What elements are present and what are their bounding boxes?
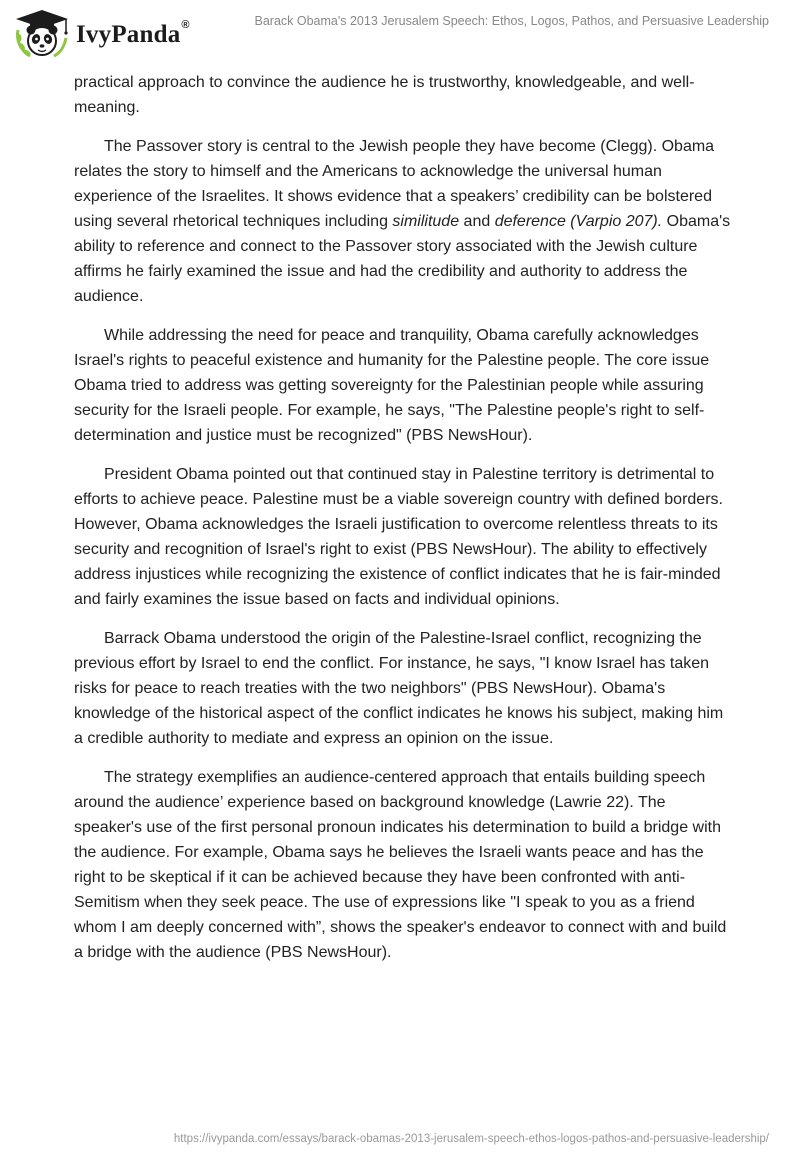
paragraph-passover: The Passover story is central to the Jewish people they have become (Clegg). Obama relates the story to himself and the Americans to acknowledge the universal human experience of the Israelites. It shows evidence that a speakers’ credibility can be bolstered using several rhetorical techniques including similitude and deference (Varpio 207). Obama's ability to reference and connect to the Passover story associated with the Jewish culture affirms he fairly examined the issue and had the credibility and authority to address the audience.: [74, 138, 731, 305]
paragraph-palestine-territory: President Obama pointed out that continued stay in Palestine territory is detrimental to efforts to achieve peace. Palestine must be a viable sovereign country with defined borders. However, Obama acknowledges the Israeli justification to overcome relentless threats to its security and recognition of Israel's right to exist (PBS NewsHour). The ability to effectively address injustices while recognizing the existence of conflict indicates that he is fair-minded and fairly examines the issue based on facts and individual opinions.: [74, 466, 723, 608]
emphasis-similitude: similitude: [392, 213, 460, 230]
paragraph-conflict-origin: Barrack Obama understood the origin of the Palestine-Israel conflict, recognizing the previous effort by Israel to end the conflict. For instance, he says, "I know Israel has taken risks for peace to reach treaties with the two neighbors" (PBS NewsHour). Obama's knowledge of the historical aspect of the conflict indicates he knows his subject, making him a credible authority to mediate and express an opinion on the issue.: [74, 630, 724, 747]
source-url-link[interactable]: https://ivypanda.com/essays/barack-obamas-2013-jerusalem-speech-ethos-logos-pathos-and-persuasive-leadership/: [173, 1133, 769, 1145]
registered-mark: ®: [181, 19, 190, 31]
paragraph-continuation: practical approach to convince the audience he is trustworthy, knowledgeable, and well-meaning.: [74, 74, 695, 116]
paragraph-audience-centered: The strategy exemplifies an audience-centered approach that entails building speech around the audience’ experience based on background knowledge (Lawrie 22). The speaker's use of the first personal pronoun indicates his determination to build a bridge with the audience. For example, Obama says he believes the Israeli wants peace and has the right to be skeptical if it can be achieved because they have been confronted with anti-Semitism when they seek peace. The use of expressions like "I speak to you as a friend whom I am deeply concerned with”, shows the speaker's endeavor to connect with and build a bridge with the audience (PBS NewsHour).: [74, 769, 727, 961]
ivypanda-logo[interactable]: [14, 8, 190, 60]
graduation-cap-panda-icon: [14, 8, 70, 60]
paragraph-peace: While addressing the need for peace and tranquility, Obama carefully acknowledges Israel's rights to peaceful existence and humanity for the Palestine people. The core issue Obama tried to address was getting sovereignty for the Palestinian people while assuring security for the Israeli people. For example, he says, "The Palestine people's right to self-determination and justice must be recognized" (PBS NewsHour).: [74, 327, 710, 444]
emphasis-deference: deference (Varpio 207).: [494, 213, 663, 230]
brand-name: IvyPanda®: [76, 19, 190, 48]
document-title: Barack Obama's 2013 Jerusalem Speech: Ethos, Logos, Pathos, and Persuasive Leadership: [254, 14, 769, 28]
page-header: [0, 0, 800, 70]
essay-body: [74, 70, 734, 979]
